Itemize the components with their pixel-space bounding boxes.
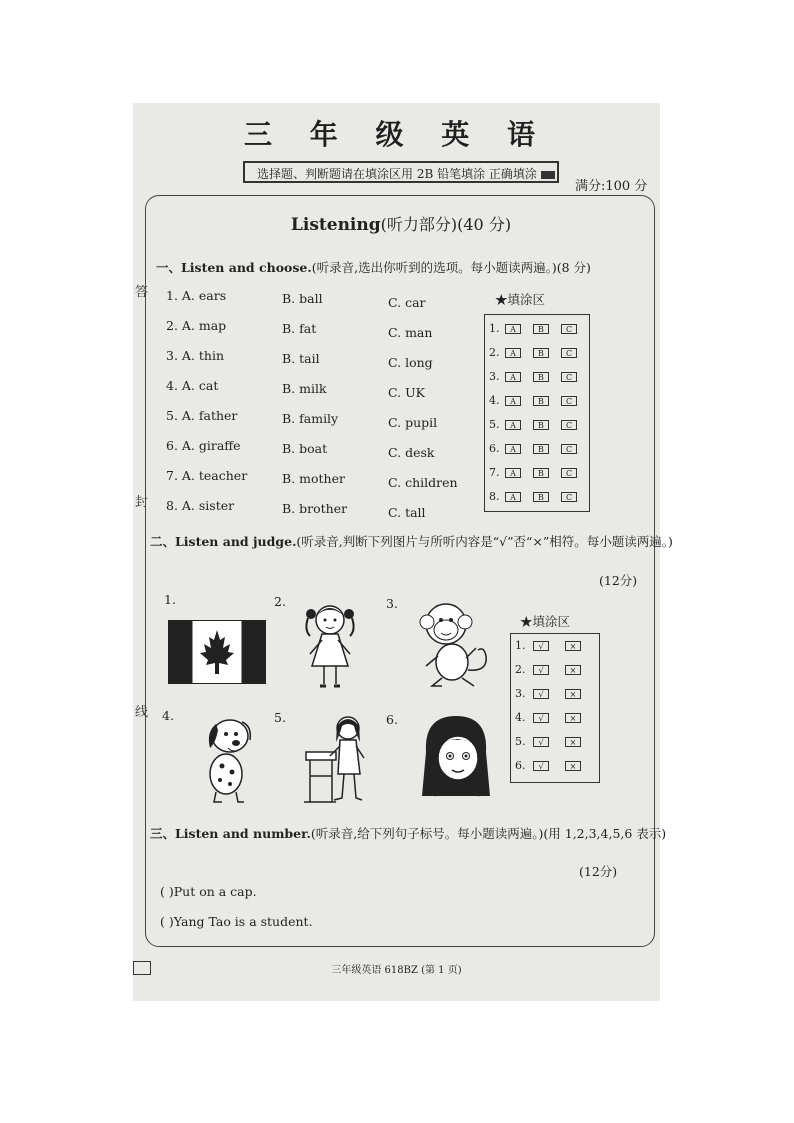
bubble-b[interactable]: B [533, 372, 549, 382]
bubble-c[interactable]: C [561, 372, 577, 382]
choice-a: 5. A. father [166, 408, 238, 423]
sec3-heading [150, 824, 666, 842]
sentence-item [160, 884, 257, 899]
sentence-item [160, 914, 313, 929]
sec1-heading [156, 258, 591, 276]
bubble-false[interactable]: × [565, 713, 581, 723]
answer-blank[interactable]: ( ) [160, 914, 174, 929]
sec2-score: (12分) [599, 573, 638, 588]
row-number: 5. [489, 418, 500, 431]
choice-b: B. boat [282, 441, 328, 456]
choice-c: C. pupil [388, 415, 438, 430]
listening-section [145, 195, 673, 947]
canada-flag-icon [168, 620, 266, 684]
choice-c: C. children [388, 475, 458, 490]
choice-a: 4. A. cat [166, 378, 219, 393]
bubble-true[interactable]: √ [533, 737, 549, 747]
choice-a: 6. A. giraffe [166, 438, 241, 453]
sec2-heading-rest: (听录音,判断下列图片与所听内容是“√”否“×”相符。每小题读两遍。) [296, 534, 673, 549]
bubble-c[interactable]: C [561, 444, 577, 454]
choice-b: B. ball [282, 291, 323, 306]
row-number: 5. [515, 735, 526, 748]
bubble-c[interactable]: C [561, 348, 577, 358]
grid-row [485, 441, 589, 459]
bubble-a[interactable]: A [505, 324, 521, 334]
sec3-score: (12分) [579, 864, 618, 879]
listening-title-cn: (听力部分)(40 分) [380, 215, 512, 234]
sec1-heading-rest: (听录音,选出你听到的选项。每小题读两遍。)(8 分) [311, 260, 591, 275]
bubble-b[interactable]: B [533, 468, 549, 478]
pic-number: 2. [274, 594, 286, 609]
choice-a: 3. A. thin [166, 348, 224, 363]
page-footer: 三年级英语 618BZ (第 1 页) [331, 965, 462, 976]
bubble-false[interactable]: × [565, 665, 581, 675]
bubble-a[interactable]: A [505, 444, 521, 454]
bubble-b[interactable]: B [533, 492, 549, 502]
bubble-true[interactable]: √ [533, 665, 549, 675]
choice-c: C. man [388, 325, 433, 340]
sentence-text: Yang Tao is a student. [173, 914, 313, 929]
bubble-c[interactable]: C [561, 420, 577, 430]
bubble-true[interactable]: √ [533, 713, 549, 723]
margin-mark-3: 线 [135, 705, 149, 720]
bubble-false[interactable]: × [565, 641, 581, 651]
pic-number: 4. [162, 708, 174, 723]
girl-dress-icon [296, 600, 364, 692]
bubble-a[interactable]: A [505, 468, 521, 478]
choice-c: C. long [388, 355, 433, 370]
girl-face-icon [416, 712, 496, 806]
dalmatian-dog-icon [192, 712, 262, 806]
grid-row [511, 734, 599, 752]
bubble-a[interactable]: A [505, 348, 521, 358]
grid-row [511, 710, 599, 728]
sec2-fill-title: ★填涂区 [520, 614, 571, 629]
choice-b: B. fat [282, 321, 317, 336]
grid-row [485, 393, 589, 411]
bubble-false[interactable]: × [565, 689, 581, 699]
girl-desk-icon [300, 712, 374, 808]
sec1-fill-title: ★填涂区 [495, 292, 546, 307]
bubble-false[interactable]: × [565, 761, 581, 771]
notice-text: 选择题、判断题请在填涂区用 2B 铅笔填涂 正确填涂 [257, 167, 537, 181]
sec3-heading-bold: 三、Listen and number. [150, 826, 311, 841]
row-number: 6. [515, 759, 526, 772]
pic-number: 5. [274, 710, 286, 725]
choice-a: 7. A. teacher [166, 468, 248, 483]
grid-row [485, 345, 589, 363]
bubble-b[interactable]: B [533, 444, 549, 454]
sentence-text: Put on a cap. [173, 884, 257, 899]
grid-row [511, 638, 599, 656]
page-title: 三 年 级 英 语 [244, 118, 549, 151]
row-number: 2. [489, 346, 500, 359]
sec3-heading-rest: (听录音,给下列句子标号。每小题读两遍。)(用 1,2,3,4,5,6 表示) [310, 826, 667, 841]
row-number: 1. [489, 322, 500, 335]
row-number: 7. [489, 466, 500, 479]
bubble-a[interactable]: A [505, 420, 521, 430]
choice-b: B. milk [282, 381, 327, 396]
choice-c: C. UK [388, 385, 425, 400]
sec2-heading-bold: 二、Listen and judge. [150, 534, 297, 549]
row-number: 2. [515, 663, 526, 676]
grid-row [485, 489, 589, 507]
sec2-heading [150, 532, 673, 550]
row-number: 8. [489, 490, 500, 503]
bubble-b[interactable]: B [533, 420, 549, 430]
row-number: 3. [515, 687, 526, 700]
row-number: 3. [489, 370, 500, 383]
choice-b: B. mother [282, 471, 345, 486]
bubble-a[interactable]: A [505, 396, 521, 406]
grid-row [485, 417, 589, 435]
sec2-answer-grid [510, 633, 600, 783]
pic-number: 6. [386, 712, 398, 727]
bubble-c[interactable]: C [561, 324, 577, 334]
sec1-answer-grid [484, 314, 590, 512]
row-number: 1. [515, 639, 526, 652]
bubble-c[interactable]: C [561, 492, 577, 502]
grid-row [511, 758, 599, 776]
bubble-false[interactable]: × [565, 737, 581, 747]
filled-mark-icon [541, 171, 555, 179]
bubble-true[interactable]: √ [533, 641, 549, 651]
row-number: 4. [515, 711, 526, 724]
bubble-true[interactable]: √ [533, 689, 549, 699]
pic-number: 1. [164, 592, 176, 607]
choice-b: B. brother [282, 501, 348, 516]
bubble-a[interactable]: A [505, 492, 521, 502]
row-number: 4. [489, 394, 500, 407]
pic-number: 3. [386, 596, 398, 611]
listening-title-en: Listening [290, 215, 381, 235]
answer-notice [243, 161, 559, 183]
bubble-b[interactable]: B [533, 396, 549, 406]
answer-blank[interactable]: ( ) [160, 884, 174, 899]
sec1-heading-bold: 一、Listen and choose. [156, 260, 312, 275]
grid-row [511, 686, 599, 704]
choice-a: 8. A. sister [166, 498, 235, 513]
bubble-a[interactable]: A [505, 372, 521, 382]
choice-a: 2. A. map [166, 318, 227, 333]
choice-b: B. tail [282, 351, 320, 366]
bubble-true[interactable]: √ [533, 761, 549, 771]
row-number: 6. [489, 442, 500, 455]
grid-row [511, 662, 599, 680]
bubble-b[interactable]: B [533, 348, 549, 358]
choice-a: 1. A. ears [166, 288, 227, 303]
margin-mark-2: 封 [135, 495, 149, 510]
choice-c: C. desk [388, 445, 435, 460]
bubble-b[interactable]: B [533, 324, 549, 334]
grid-row [485, 321, 589, 339]
full-score: 满分:100 分 [575, 179, 648, 194]
bubble-c[interactable]: C [561, 468, 577, 478]
choice-c: C. car [388, 295, 426, 310]
monkey-icon [416, 600, 496, 692]
choice-b: B. family [282, 411, 339, 426]
exam-page [133, 103, 673, 1001]
margin-mark-1: 答 [135, 285, 149, 300]
listening-title [146, 212, 656, 235]
grid-row [485, 369, 589, 387]
grid-row [485, 465, 589, 483]
choice-c: C. tall [388, 505, 426, 520]
bubble-c[interactable]: C [561, 396, 577, 406]
